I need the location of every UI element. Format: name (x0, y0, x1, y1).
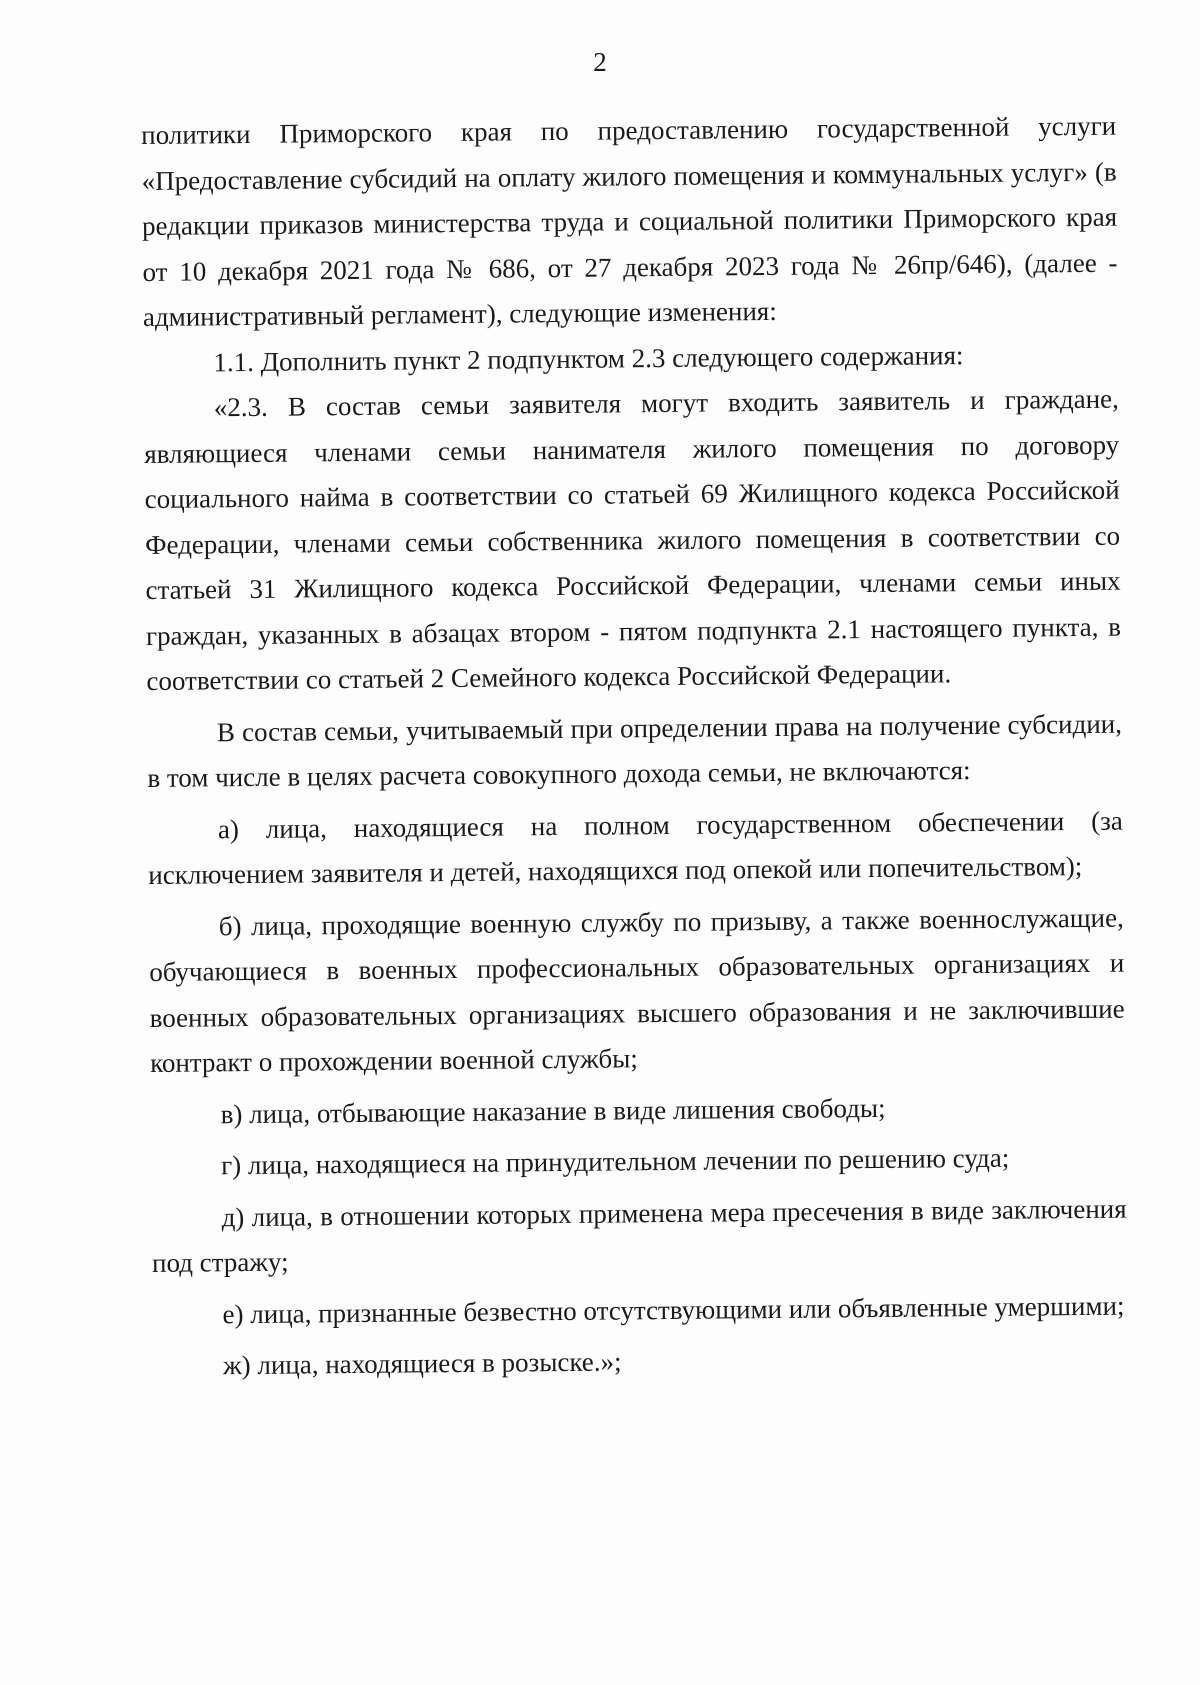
list-item-a: а) лица, находящиеся на полном государственном обеспечении (за исключением заявителя и детей, находящихся под опекой или попечительством); (148, 805, 1123, 890)
list-item-b: б) лица, проходящие военную службу по призыву, а также военнослужащие, обучающиеся в военных профессиональных образовательных организациях и военных образовательных организациях высшего образования и не заключившие контракт о прохождении военной службы; (149, 902, 1125, 1078)
list-item-d: д) лица, в отношении которых применена мера пресечения в виде заключения под стражу; (151, 1193, 1127, 1278)
page-number: 2 (593, 47, 607, 77)
document-body (141, 104, 1128, 1390)
list-item-e: е) лица, признанные безвестно отсутствующими или объявленные умершими; (222, 1290, 1125, 1329)
paragraph-item-1-1: 1.1. Дополнить пункт 2 подпунктом 2.3 следующего содержания: (213, 339, 964, 377)
paragraph-intro: политики Приморского края по предоставлению государственной услуги «Предоставление субсидий на оплату жилого помещения и коммунальных услуг» (в редакции приказов министерства труда и социальной политики Приморского края от 10 декабря 2021 года № 686, от 27 декабря 2023 года № 26пр/646), (далее - административный регламент), следующие изменения: (141, 110, 1118, 332)
paragraph-item-2-3: «2.3. В состав семьи заявителя могут входить заявитель и граждане, являющиеся членами семьи нанимателя жилого помещения по договору социального найма в соответствии со статьей 69 Жилищного кодекса Российской Федерации, членами семьи собственника жилого помещения в соответствии со статьей 31 Жилищного кодекса Российской Федерации, членами семьи иных граждан, указанных в абзацах втором - пятом подпункта 2.1 настоящего пункта, в соответствии со статьей 2 Семейного кодекса Российской Федерации. (144, 383, 1122, 696)
list-item-g: г) лица, находящиеся на принудительном лечении по решению суда; (220, 1142, 1010, 1181)
list-item-v: в) лица, отбывающие наказание в виде лишения свободы; (220, 1092, 886, 1129)
list-item-zh: ж) лица, находящиеся в розыске.»; (222, 1346, 622, 1381)
paragraph-not-included: В состав семьи, учитываемый при определении права на получение субсидии, в том числе в целях расчета совокупного дохода семьи, не включаются: (147, 708, 1123, 793)
